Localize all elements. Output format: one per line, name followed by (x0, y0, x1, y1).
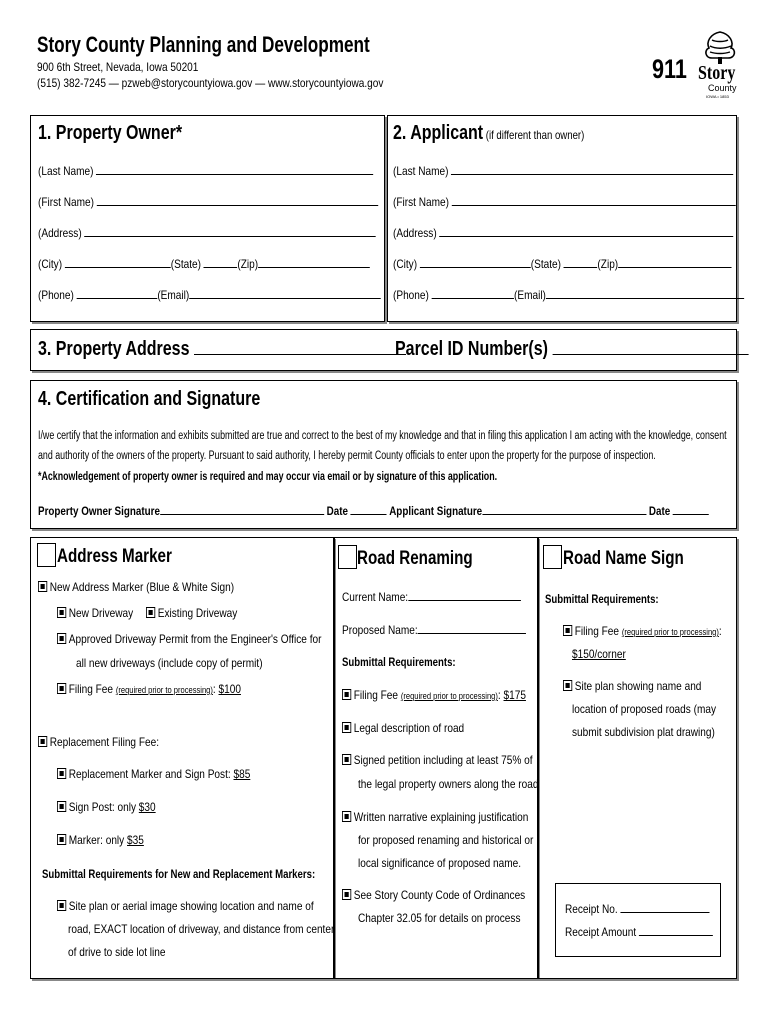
address-marker-title: Address Marker (57, 546, 172, 567)
address-filing-fee-option[interactable]: Filing Fee (required prior to processing): $100 (57, 682, 276, 696)
receipt-number-field[interactable]: Receipt No. (565, 902, 737, 916)
applicant-title: 2. Applicant (if different than owner) (393, 122, 585, 144)
road-name-sign-checkbox[interactable] (543, 545, 562, 569)
road-name-sign-title: Road Name Sign (563, 548, 684, 569)
form-code: 911 (652, 54, 687, 84)
road-renaming-title: Road Renaming (357, 548, 473, 569)
driveway-permit-option[interactable]: Approved Driveway Permit from the Engineer's Office for (57, 632, 372, 646)
applicant-date-line[interactable] (673, 514, 709, 515)
logo-subtext: IOWA • 1853 (706, 94, 729, 99)
owner-phone-email-field[interactable]: (Phone) (Email) (38, 288, 446, 302)
marker-site-plan-text-3: of drive to side lot line (68, 945, 166, 959)
certification-text-line-1: I/we certify that the information and exhibits submitted are true and correct to the best of my knowledge and that in filing this application I am acting with the knowledge, consent (38, 430, 727, 442)
owner-address-field[interactable]: (Address) (38, 226, 440, 240)
sign-filing-fee-option[interactable]: Filing Fee (required prior to processing): (563, 624, 752, 638)
applicant-address-field[interactable]: (Address) (393, 226, 770, 240)
renaming-requirements-title: Submittal Requirements: (342, 655, 456, 669)
org-name: Story County Planning and Development (37, 32, 370, 57)
sign-fee-amount: $150/corner (572, 647, 626, 661)
property-address-field[interactable]: 3. Property Address (38, 338, 498, 361)
marker-site-plan-text-2: road, EXACT location of driveway, and distance from center (68, 922, 335, 936)
sign-post-option[interactable]: Sign Post: only $30 (57, 800, 174, 814)
proposed-name-field[interactable]: Proposed Name: (342, 623, 561, 637)
sign-site-plan-text-3: submit subdivision plat drawing) (572, 725, 715, 739)
renaming-filing-fee-option[interactable]: Filing Fee (required prior to processing): $175 (342, 688, 561, 702)
existing-driveway-option[interactable]: Existing Driveway (146, 606, 255, 620)
new-address-marker-option[interactable]: New Address Marker (Blue & White Sign) (38, 580, 271, 594)
logo-county-text: County (708, 83, 737, 93)
tree-icon (700, 30, 740, 64)
owner-first-name-field[interactable]: (First Name) (38, 195, 443, 209)
sign-site-plan-option[interactable]: Site plan showing name and (563, 679, 728, 693)
signature-row[interactable]: Property Owner Signature Date Applicant Signature Date (38, 504, 770, 518)
applicant-first-name-field[interactable]: (First Name) (393, 195, 770, 209)
applicant-last-name-field[interactable]: (Last Name) (393, 164, 770, 178)
new-driveway-option[interactable]: New Driveway (57, 606, 148, 620)
marker-requirements-title: Submittal Requirements for New and Replacement Markers: (42, 867, 316, 881)
marker-site-plan-option[interactable]: Site plan or aerial image showing location and name of (57, 899, 363, 913)
acknowledgement-note: *Acknowledgement of property owner is required and may occur via email or by signature of this application. (38, 471, 498, 483)
written-narrative-text-3: local significance of proposed name. (358, 856, 522, 870)
applicant-signature-line[interactable] (482, 514, 646, 515)
owner-date-line[interactable] (351, 514, 387, 515)
signed-petition-option[interactable]: Signed petition including at least 75% of (342, 753, 569, 767)
replacement-marker-option[interactable]: Replacement Marker and Sign Post: $85 (57, 767, 287, 781)
current-name-field[interactable]: Current Name: (342, 590, 555, 604)
receipt-box (555, 883, 721, 957)
road-renaming-checkbox[interactable] (338, 545, 357, 569)
org-address: 900 6th Street, Nevada, Iowa 50201 (37, 60, 199, 74)
owner-signature-line[interactable] (160, 514, 324, 515)
marker-only-option[interactable]: Marker: only $35 (57, 833, 160, 847)
certification-text-line-2: and authority of the owners of the property. Pursuant to said authority, I hereby permit County officials to enter upon the property for the purpose of inspection. (38, 450, 656, 462)
story-county-logo (698, 30, 740, 102)
driveway-permit-text-2: all new driveways (include copy of permit) (76, 656, 263, 670)
certification-title: 4. Certification and Signature (38, 388, 261, 410)
ordinance-reference-text-2: Chapter 32.05 for details on process (358, 911, 521, 925)
logo-story-text: Story (698, 62, 736, 84)
signed-petition-text-2: the legal property owners along the road (358, 777, 539, 791)
form-header (37, 32, 464, 90)
sign-site-plan-text-2: location of proposed roads (may (572, 702, 717, 716)
applicant-city-state-zip-field[interactable]: (City) (State) (Zip) (393, 257, 770, 271)
owner-last-name-field[interactable]: (Last Name) (38, 164, 437, 178)
parcel-id-field[interactable]: Parcel ID Number(s) (395, 338, 770, 361)
org-contact: (515) 382-7245 — pzweb@storycountyiowa.gov — www.storycountyiowa.gov (37, 76, 384, 90)
receipt-amount-field[interactable]: Receipt Amount (565, 925, 741, 939)
replacement-fee-option[interactable]: Replacement Filing Fee: (38, 735, 182, 749)
applicant-signature-label: Applicant Signature (389, 504, 483, 518)
legal-description-option[interactable]: Legal description of road (342, 721, 487, 735)
written-narrative-option[interactable]: Written narrative explaining justification (342, 810, 564, 824)
sign-requirements-title: Submittal Requirements: (545, 592, 659, 606)
address-marker-checkbox[interactable] (37, 543, 56, 567)
applicant-phone-email-field[interactable]: (Phone) (Email) (393, 288, 770, 302)
ordinance-reference-option[interactable]: See Story County Code of Ordinances (342, 888, 560, 902)
owner-signature-label: Property Owner Signature (38, 504, 160, 518)
property-owner-title: 1. Property Owner* (38, 122, 183, 144)
owner-city-state-zip-field[interactable]: (City) (State) (Zip) (38, 257, 433, 271)
written-narrative-text-2: for proposed renaming and historical or (358, 833, 534, 847)
